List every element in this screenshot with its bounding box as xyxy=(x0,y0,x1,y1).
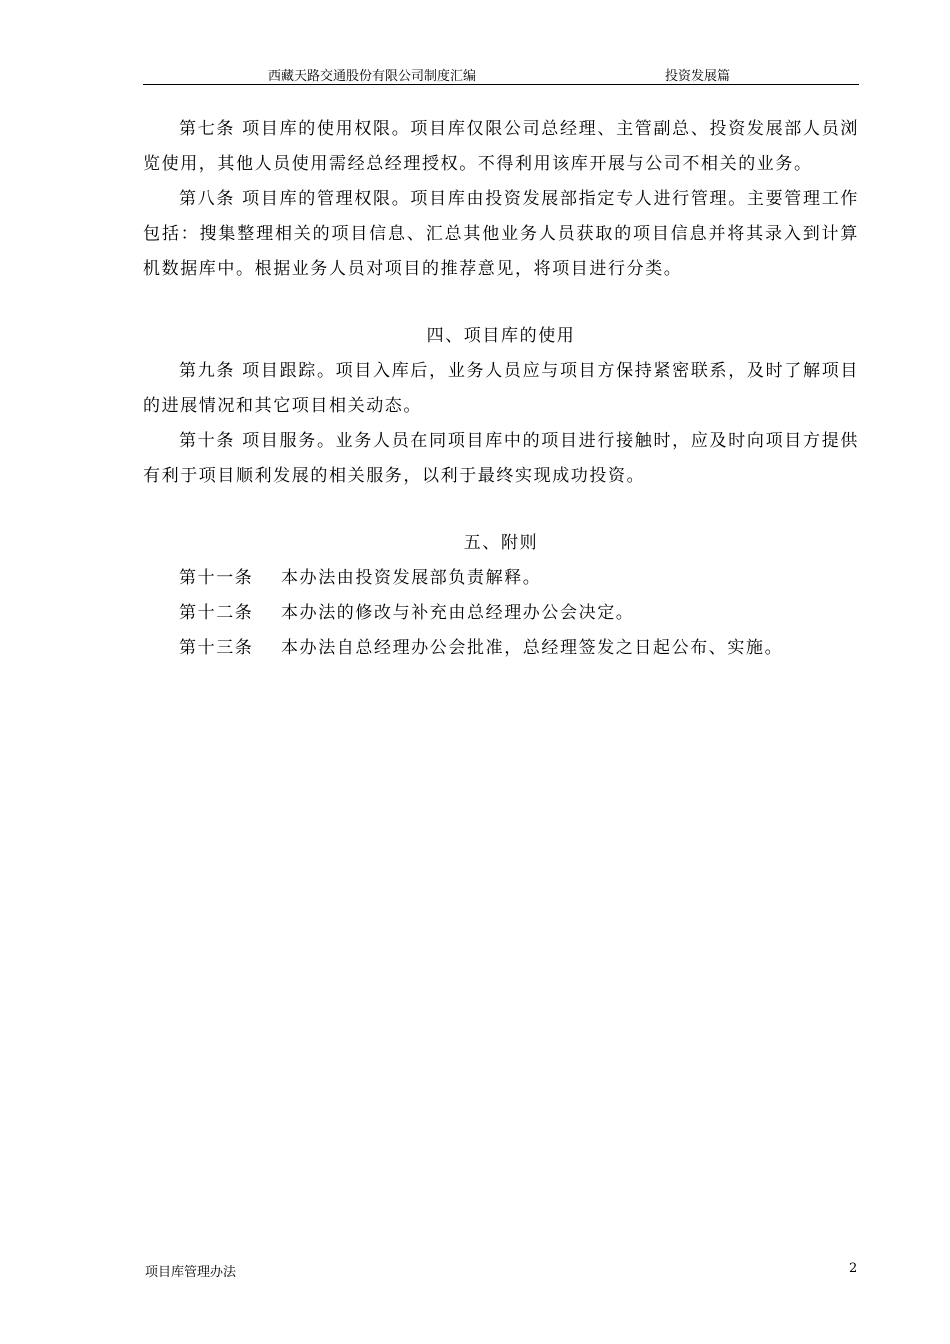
article-number: 第十一条 xyxy=(179,568,254,588)
article-text: 本办法由投资发展部负责解释。 xyxy=(281,568,542,588)
header-company-name: 西藏天路交通股份有限公司制度汇编 xyxy=(268,69,477,84)
article-text: 本办法自总经理办公会批准，总经理签发之日起公布、实施。 xyxy=(281,638,784,658)
article-7-paragraph: 第七条 项目库的使用权限。项目库仅限公司总经理、主管副总、投资发展部人员浏览使用，其他人员使用需经总经理授权。不得利用该库开展与公司不相关的业务。 xyxy=(143,119,859,174)
article-8-paragraph: 第八条 项目库的管理权限。项目库由投资发展部指定专人进行管理。主要管理工作包括：搜集整理相关的项目信息、汇总其他业务人员获取的项目信息并将其录入到计算机数据库中。根据业务人员对项目的推荐意见，将项目进行分类。 xyxy=(143,189,859,279)
article-11-line xyxy=(143,561,859,596)
article-number: 第十二条 xyxy=(179,603,254,623)
page-header xyxy=(143,62,859,85)
document-body xyxy=(143,112,859,666)
article-12-line xyxy=(143,596,859,631)
section-heading-5: 五、附则 xyxy=(463,533,539,553)
footer-document-title: 项目库管理办法 xyxy=(145,1265,237,1280)
article-10-paragraph: 第十条 项目服务。业务人员在同项目库中的项目进行接触时，应及时向项目方提供有利于项目顺利发展的相关服务，以利于最终实现成功投资。 xyxy=(143,431,859,486)
article-9-paragraph: 第九条 项目跟踪。项目入库后，业务人员应与项目方保持紧密联系，及时了解项目的进展情况和其它项目相关动态。 xyxy=(143,361,859,416)
footer-page-number: 2 xyxy=(849,1261,858,1276)
article-number: 第十三条 xyxy=(179,638,254,658)
article-13-line xyxy=(143,631,859,666)
header-section-name: 投资发展篇 xyxy=(665,69,731,84)
section-heading-4: 四、项目库的使用 xyxy=(426,326,576,346)
article-text: 本办法的修改与补充由总经理办公会决定。 xyxy=(281,603,635,623)
